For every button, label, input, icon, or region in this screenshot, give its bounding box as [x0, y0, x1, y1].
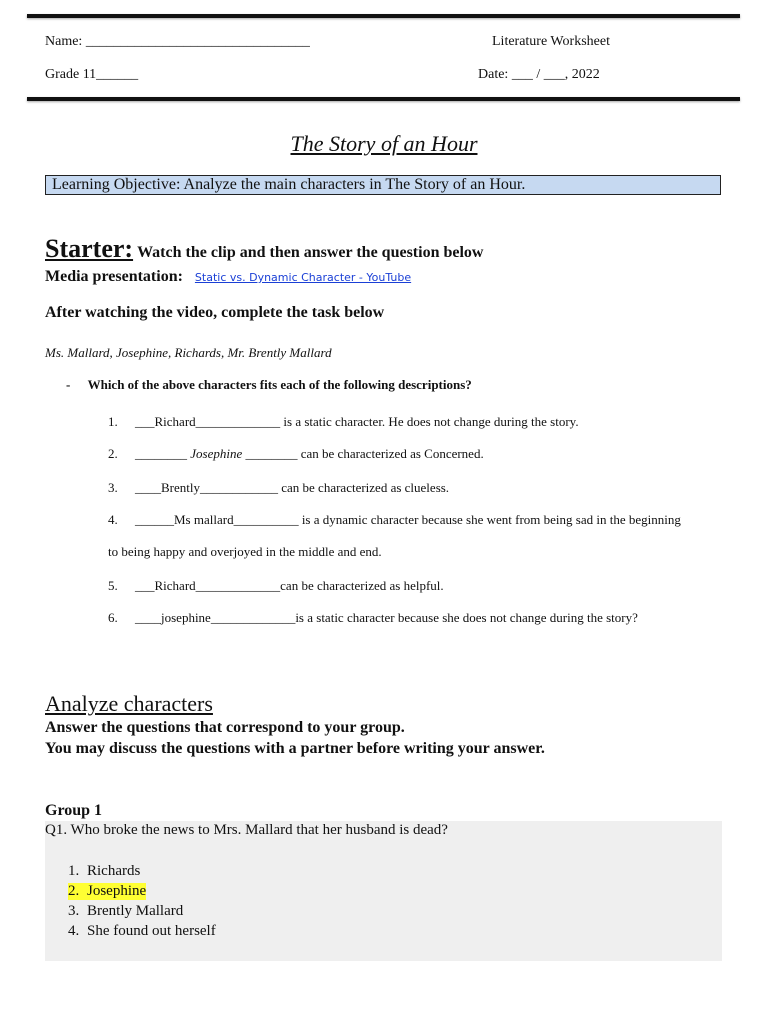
analyze-instruction-2: You may discuss the questions with a partner before writing your answer. — [45, 740, 545, 757]
worksheet-title: Literature Worksheet — [492, 34, 610, 49]
starter-instruction: Watch the clip and then answer the question below — [137, 244, 484, 261]
option-label: Josephine — [87, 883, 147, 899]
item-text: ___Richard_____________can be characterized as helpful. — [135, 578, 444, 593]
item-number: 1. — [108, 414, 118, 429]
item-number: 3. — [108, 480, 118, 495]
analyze-instruction-1: Answer the questions that correspond to your group. — [45, 719, 405, 736]
option-label: Brently Mallard — [87, 903, 184, 919]
task-heading: After watching the video, complete the task below — [45, 304, 385, 321]
media-label: Media presentation: — [45, 268, 183, 285]
group-1-question-box — [45, 821, 722, 961]
item-text: ___Richard_____________ is a static character. He does not change during the story. — [135, 414, 579, 429]
item-continuation: to being happy and overjoyed in the middle and end. — [108, 544, 382, 559]
option-number: 2. — [68, 883, 80, 899]
option-label: Richards — [87, 863, 141, 879]
answer-option-selected — [68, 883, 146, 900]
item-blank-before: ________ — [135, 446, 191, 461]
question-text: Which of the above characters fits each of the following descriptions? — [87, 377, 472, 392]
item-text: ____josephine_____________is a static character because she does not change during the story? — [135, 610, 638, 625]
group-1-question: Q1. Who broke the news to Mrs. Mallard that her husband is dead? — [45, 822, 448, 838]
analyze-heading: Analyze characters — [45, 691, 213, 716]
item-answer: Josephine — [190, 446, 243, 461]
option-number: 1. — [68, 863, 80, 879]
item-text: ____Brently____________ can be characterized as clueless. — [135, 480, 450, 495]
header-top-rule — [27, 14, 740, 18]
option-label: She found out herself — [87, 923, 216, 939]
option-number: 3. — [68, 903, 80, 919]
starter-label: Starter: — [45, 234, 134, 263]
item-number: 5. — [108, 578, 118, 593]
media-line — [45, 268, 411, 286]
item-blank-after: ________ can be characterized as Concerned. — [242, 446, 484, 461]
page-title: The Story of an Hour — [290, 131, 478, 156]
name-field: Name: ________________________________ — [45, 34, 310, 49]
item-text: ______Ms mallard__________ is a dynamic character because she went from being sad in the beginning — [135, 512, 681, 527]
grade-field: Grade 11______ — [45, 67, 139, 82]
answer-option — [68, 923, 216, 940]
youtube-link[interactable]: Static vs. Dynamic Character - YouTube — [194, 271, 412, 284]
character-list: Ms. Mallard, Josephine, Richards, Mr. Brently Mallard — [45, 345, 332, 360]
bullet-dash: - — [66, 377, 71, 392]
starter-heading — [45, 234, 483, 264]
date-field: Date: ___ / ___, 2022 — [478, 67, 600, 82]
option-number: 4. — [68, 923, 80, 939]
item-number: 2. — [108, 446, 118, 461]
item-number: 6. — [108, 610, 118, 625]
answer-option — [68, 903, 183, 920]
header-bottom-rule — [27, 97, 740, 101]
group-1-heading: Group 1 — [45, 802, 103, 819]
learning-objective: Learning Objective: Analyze the main characters in The Story of an Hour. — [45, 175, 721, 195]
item-text — [135, 446, 484, 462]
answer-option — [68, 863, 140, 880]
item-number: 4. — [108, 512, 118, 527]
descriptions-question — [66, 377, 472, 393]
